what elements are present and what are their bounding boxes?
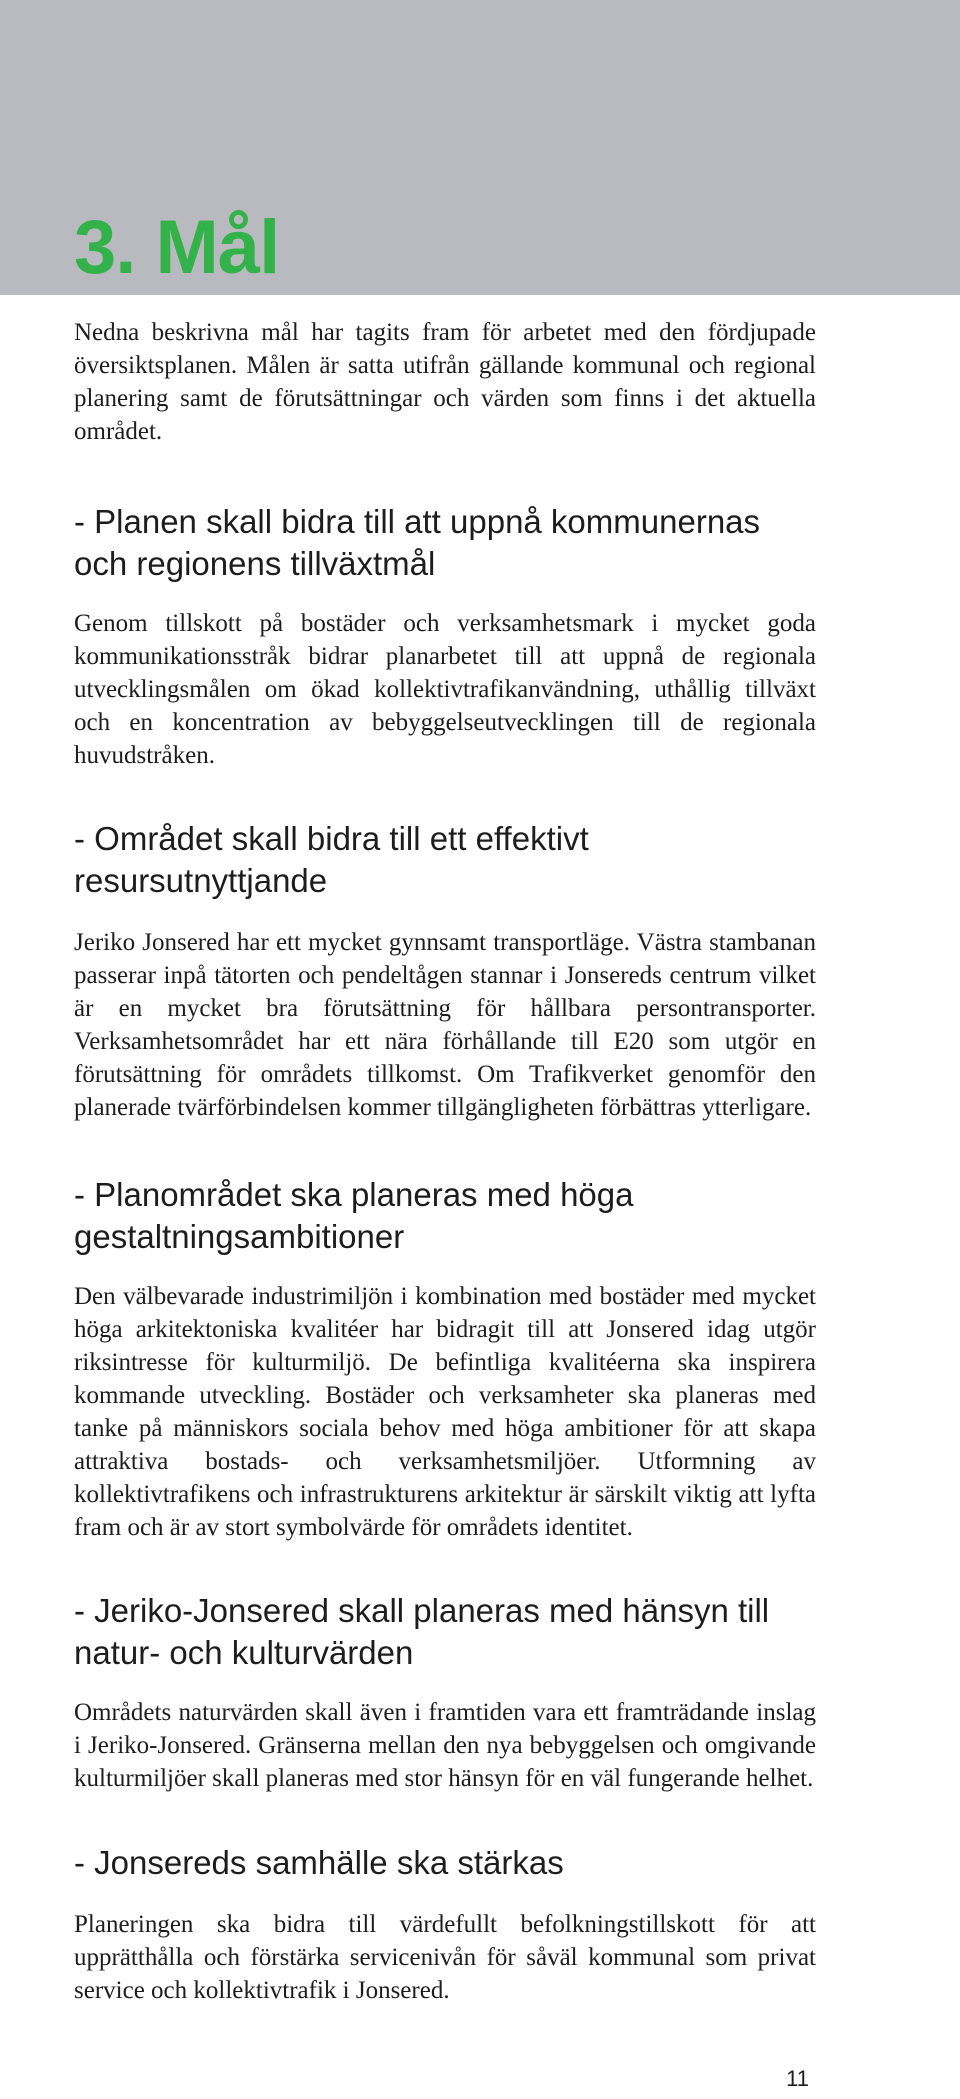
page-number: 11 [786, 2066, 809, 2091]
goal-body-design: Den välbevarade industrimiljön i kombination med bostäder med mycket höga arkitektoniska kvalitéer har bidragit till att Jonsered idag utgör riksintresse för kulturmiljö. De befintliga kvalitéerna ska inspirera kommande utveckling. Bostäder och verksamheter ska planeras med tanke på människors sociala behov med höga ambitioner för att skapa attraktiva bostads- och verksamhetsmiljöer. Utformning av kollektivtrafikens och infrastrukturens arkitektur är särskilt viktig att lyfta fram och är av stort symbolvärde för områdets identitet. [74, 1283, 816, 1541]
page-content [74, 316, 816, 2007]
goal-body-resources: Jeriko Jonsered har ett mycket gynnsamt transportläge. Västra stambanan passerar inpå tätorten och pendeltågen stannar i Jonsereds centrum vilket är en mycket bra förutsättning för hållbara persontransporter. Verksamhetsområdet har ett nära förhållande till E20 som utgör en förutsättning för områdets tillkomst. Om Trafikverket genomför den planerade tvärförbindelsen kommer tillgängligheten förbättras ytterligare. [74, 929, 816, 1121]
goal-body-growth: Genom tillskott på bostäder och verksamhetsmark i mycket goda kommunikationsstråk bidrar planarbetet till att uppnå de regionala utvecklingsmålen om ökad kollektivtrafikanvändning, uthållig tillväxt och en koncentration av bebyggelseutvecklingen till de regionala huvudstråken. [74, 610, 816, 769]
chapter-title: 3. Mål [74, 205, 280, 290]
intro-paragraph: Nedna beskrivna mål har tagits fram för arbetet med den fördjupade översiktsplanen. Målen är satta utifrån gällande kommunal och regional planering samt de förutsättningar och värden som finns i det aktuella området. [74, 319, 816, 445]
goal-heading-design: - Planområdet ska planeras med höga gestaltningsambitioner [74, 1176, 634, 1255]
goal-heading-nature-culture: - Jeriko-Jonsered skall planeras med hänsyn till natur- och kulturvärden [74, 1592, 770, 1671]
goal-heading-growth: - Planen skall bidra till att uppnå kommunernas och regionens tillväxtmål [74, 503, 761, 582]
goal-heading-community: - Jonsereds samhälle ska stärkas [74, 1844, 564, 1881]
goal-body-nature-culture: Områdets naturvärden skall även i framtiden vara ett framträdande inslag i Jeriko-Jonsered. Gränserna mellan den nya bebyggelsen och omgivande kulturmiljöer skall planeras med stor hänsyn för en väl fungerande helhet. [74, 1699, 816, 1792]
goal-heading-resources: - Området skall bidra till ett effektivt resursutnyttjande [74, 820, 589, 899]
goal-body-community: Planeringen ska bidra till värdefullt befolkningstillskott för att upprätthålla och förstärka servicenivån för såväl kommunal som privat service och kollektivtrafik i Jonsered. [74, 1911, 816, 2004]
